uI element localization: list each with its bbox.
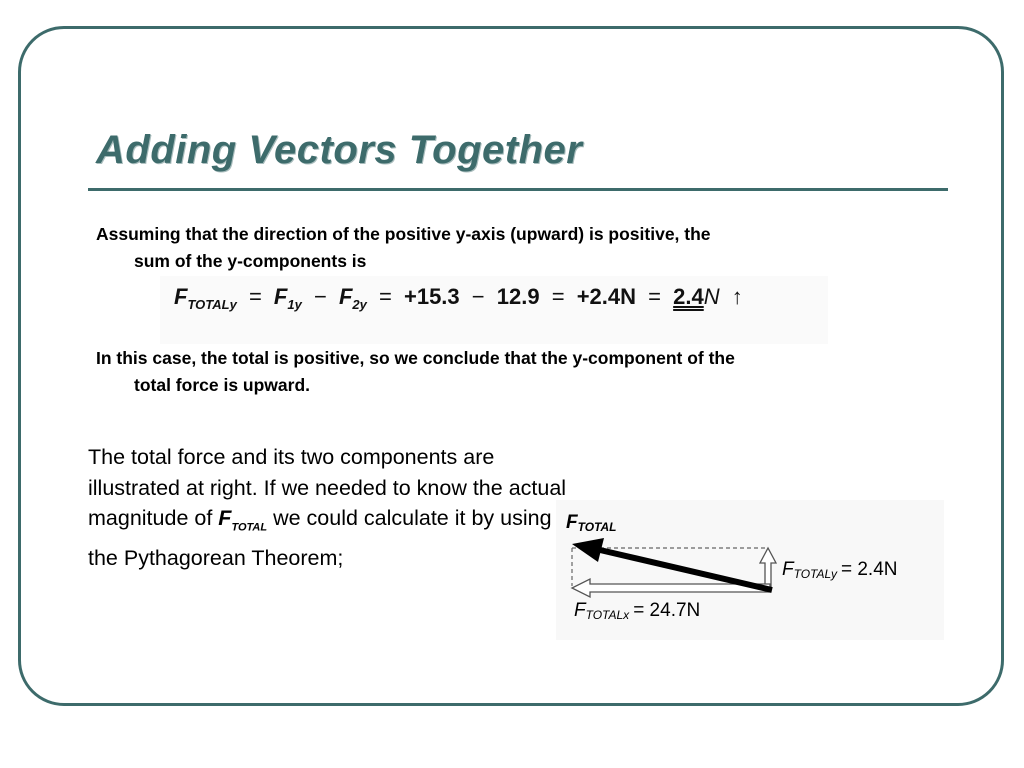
label-f-total-x: FTOTALx = 24.7N [574,600,701,622]
eq-equals: = [379,284,392,309]
eq-minus: − [471,284,485,309]
bullet-conclusion-line1: In this case, the total is positive, so we conclude that the y-component of the [96,348,735,368]
eq-term-f2y: $F_{2y}$ [338,284,367,312]
eq-equals: = [551,284,565,309]
equation-image [160,276,828,344]
eq-answer: 2.4N [673,284,720,309]
pythagorean-paragraph [88,442,578,573]
label-f-total: FTOTAL [566,512,617,534]
eq-lhs: $F_{TOTALy}$ [174,284,237,312]
bullet-assumption-line1: Assuming that the direction of the positive y-axis (upward) is positive, the [96,224,711,244]
slide-title: Adding Vectors Together [96,128,583,172]
y-component-arrow [760,548,776,588]
eq-value-1: +15.3 [403,284,460,309]
bullet-assumption [96,221,936,275]
paragraph-text-2: we could calculate it by using the Pythagorean Theorem; [88,506,552,570]
title-divider [88,188,948,191]
bullet-conclusion-line2: total force is upward. [134,375,310,395]
bullet-assumption-line2: sum of the y-components is [134,251,367,271]
eq-value-3: +2.4N [576,284,637,309]
total-vector-arrowhead [572,538,604,562]
eq-minus: − [313,284,327,309]
eq-value-2: 12.9 [496,284,540,309]
label-f-total-y: FTOTALy = 2.4N [782,559,898,581]
eq-equals: = [248,284,262,309]
eq-term-f1y: $F_{1y}$ [273,284,302,312]
up-arrow-icon: ↑ [731,284,743,309]
eq-equals: = [648,284,662,309]
y-component-equation [174,284,743,312]
f-total-symbol: $F_{TOTAL}$ [218,506,268,534]
bullet-conclusion [96,345,936,399]
vector-diagram-svg [556,500,944,640]
vector-diagram [556,500,944,640]
paragraph-text-1: The total force and its two components are illustrated at right. If we needed to know the actual magnitude of [88,445,567,530]
